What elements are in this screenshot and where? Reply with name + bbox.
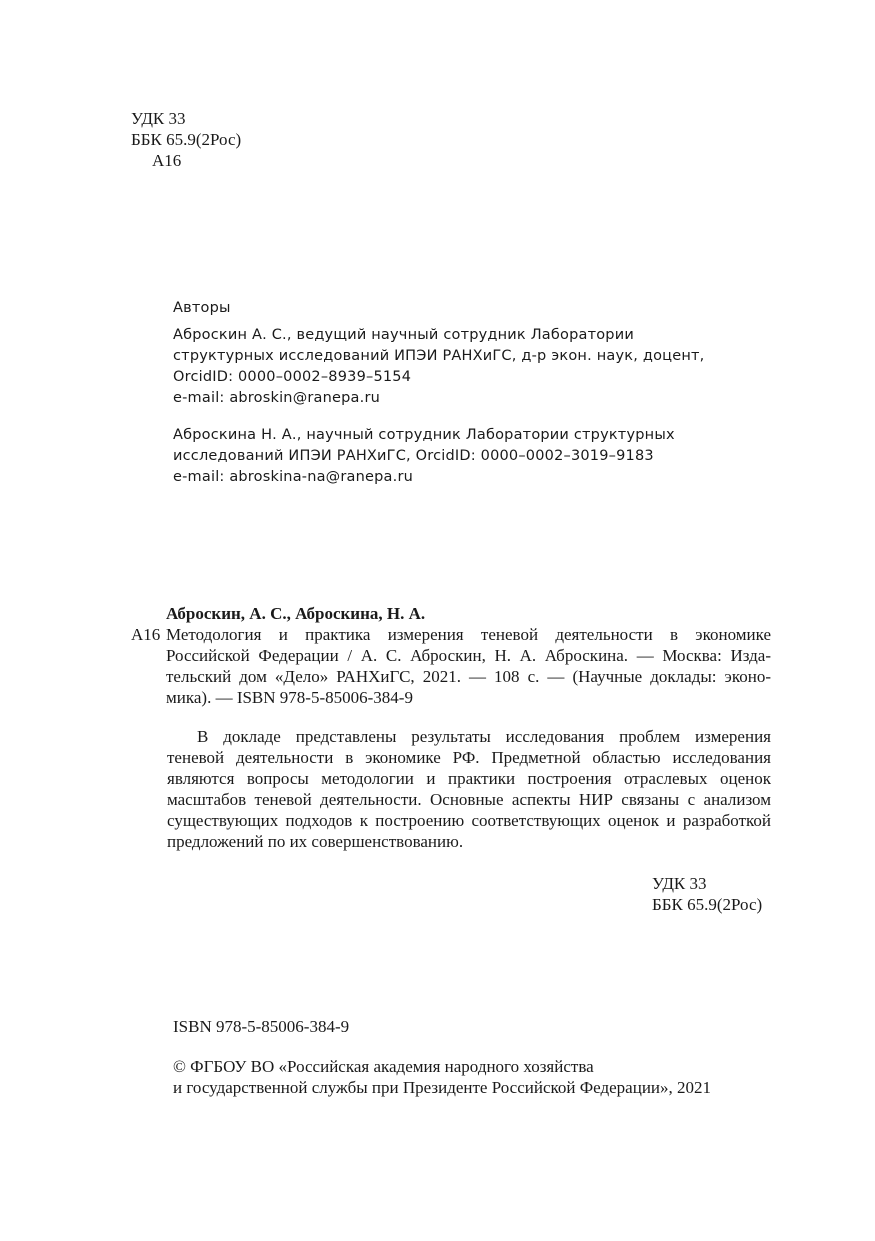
author-email: e-mail: abroskin@ranepa.ru	[173, 390, 380, 406]
author-abroskin	[173, 325, 733, 409]
abstract-line: В докладе представлены результаты исследования проблем измерения	[197, 727, 771, 746]
author-mark: А16	[152, 151, 182, 170]
author-orcid: OrcidID: 0000–0002–8939–5154	[173, 369, 412, 385]
abstract-line: масштабов теневой деятельности. Основные аспекты НИР связаны с анализом	[167, 790, 771, 809]
bibliographic-record	[131, 603, 771, 708]
biblio-line: Методология и практика измерения теневой деятельности в экономике	[166, 625, 771, 644]
biblio-code: А16	[131, 625, 161, 644]
udk-code: УДК 33	[652, 874, 707, 893]
copyright-line: © ФГБОУ ВО «Российская академия народного хозяйства	[173, 1057, 594, 1076]
author-line: Аброскин А. С., ведущий научный сотрудник Лаборатории	[173, 327, 634, 343]
abstract-line: предложений по их совершенствованию.	[167, 832, 464, 851]
udk-code: УДК 33	[131, 109, 186, 128]
author-email: e-mail: abroskina-na@ranepa.ru	[173, 469, 413, 485]
author-line: исследований ИПЭИ РАНХиГС, OrcidID: 0000–0002–3019–9183	[173, 448, 654, 464]
author-line: Аброскина Н. А., научный сотрудник Лаборатории структурных	[173, 427, 675, 443]
author-line: структурных исследований ИПЭИ РАНХиГС, д-р экон. наук, доцент,	[173, 348, 705, 364]
udk-top-block	[131, 108, 241, 171]
abstract-line: теневой деятельности в экономике РФ. Предметной областью исследования	[167, 748, 771, 767]
abstract-paragraph	[167, 726, 771, 852]
copyright	[173, 1056, 711, 1098]
abstract-line: являются вопросы методологии и практики построения отраслевых оценок	[167, 769, 771, 788]
authors-block	[173, 298, 733, 504]
biblio-line: Российской Федерации / А. С. Аброскин, Н. А. Аброскина. — Москва: Изда-	[166, 646, 771, 665]
copyright-line: и государственной службы при Президенте Российской Федерации», 2021	[173, 1078, 712, 1097]
biblio-line: тельский дом «Дело» РАНХиГС, 2021. — 108 с. — (Научные доклады: эконо-	[166, 667, 771, 686]
bbk-code: ББК 65.9(2Рос)	[131, 130, 242, 149]
biblio-authors: Аброскин, А. С., Аброскина, Н. А.	[166, 604, 426, 623]
udk-bottom-block	[652, 873, 762, 915]
author-abroskina	[173, 425, 733, 488]
isbn: ISBN 978-5-85006-384-9	[173, 1017, 350, 1036]
abstract-line: существующих подходов к построению соответствующих оценок и разработкой	[167, 811, 771, 830]
biblio-line: мика). — ISBN 978-5-85006-384-9	[166, 688, 413, 707]
authors-heading: Авторы	[173, 300, 231, 316]
bbk-code: ББК 65.9(2Рос)	[652, 895, 763, 914]
